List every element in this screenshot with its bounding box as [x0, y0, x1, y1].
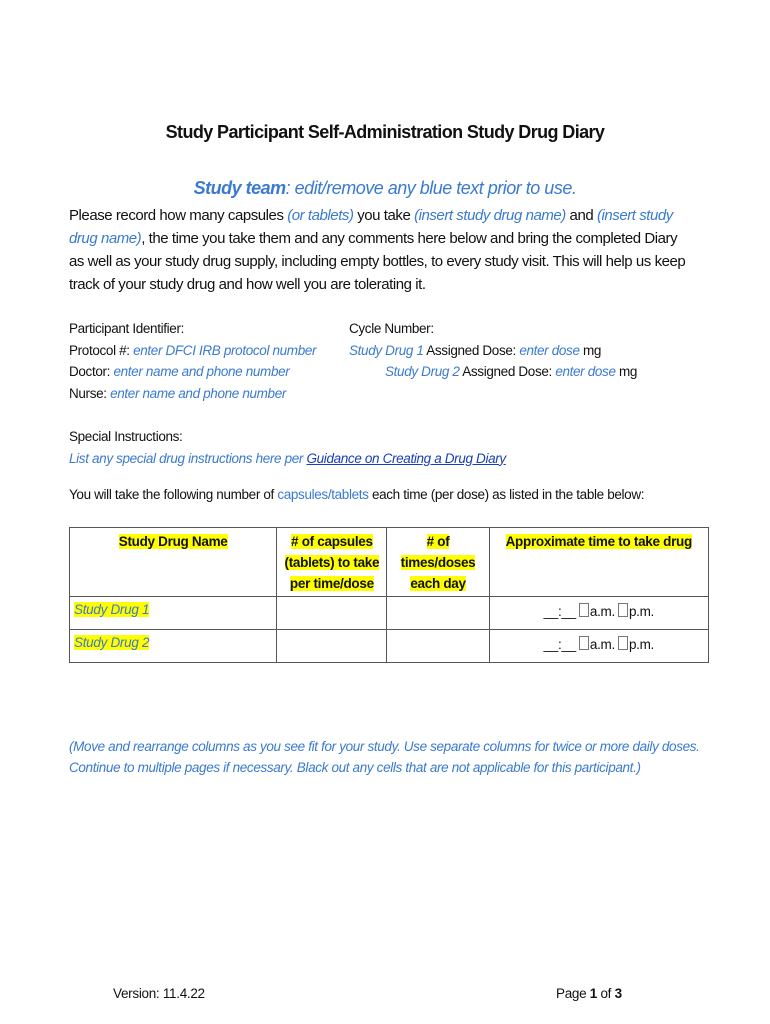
drug-name: Study Drug 2	[74, 635, 150, 650]
times-cell[interactable]	[387, 597, 489, 630]
table-row	[70, 630, 709, 663]
time-blank[interactable]: __:__	[543, 637, 576, 652]
page-total: 3	[614, 986, 622, 1001]
doctor-label: Doctor:	[69, 364, 114, 379]
dose-instruction-text-1: You will take the following number of	[69, 487, 278, 502]
dose-instruction-text-2: each time (per dose) as listed in the table below:	[368, 487, 645, 502]
nurse-label: Nurse:	[69, 385, 111, 401]
document-title: Study Participant Self-Administration Study Drug Diary	[165, 122, 605, 142]
drug-name: Study Drug 1	[74, 602, 150, 617]
page-current: 1	[589, 986, 597, 1001]
header-approximate-time	[489, 528, 708, 597]
version-label: Version: 11.4.22	[113, 986, 205, 1001]
nurse-value[interactable]: enter name and phone number	[110, 385, 287, 401]
study-team-note	[0, 178, 770, 199]
special-instructions	[69, 426, 506, 469]
intro-placeholder-tablets: (or tablets)	[287, 207, 354, 224]
participant-info	[69, 318, 316, 404]
am-checkbox[interactable]	[579, 603, 589, 617]
cycle-info	[349, 318, 637, 383]
doctor-line	[69, 361, 316, 383]
intro-text-3: and	[565, 207, 597, 224]
dose-label-2: Assigned Dose:	[459, 364, 556, 379]
participant-identifier-label: Participant Identifier:	[69, 321, 185, 336]
drug-2-name: Study Drug 2	[385, 364, 460, 379]
dose-label-1: Assigned Dose:	[423, 342, 520, 358]
time-cell[interactable]	[489, 597, 708, 630]
protocol-value[interactable]: enter DFCI IRB protocol number	[133, 342, 317, 358]
header-label: Study Drug Name	[118, 534, 228, 549]
am-checkbox[interactable]	[579, 636, 589, 650]
pm-checkbox[interactable]	[618, 636, 628, 650]
intro-placeholder-drug-2: (insert study drug name)	[69, 207, 673, 247]
study-team-label: Study team	[193, 178, 286, 198]
dose-unit-1: mg	[579, 342, 602, 358]
header-label: # of times/doses each day	[400, 534, 476, 591]
intro-placeholder-drug-1: (insert study drug name)	[414, 207, 566, 224]
pm-checkbox[interactable]	[618, 603, 628, 617]
drug-1-dose-value[interactable]: enter dose	[519, 342, 580, 358]
table-header-row	[70, 528, 709, 597]
table-row	[70, 597, 709, 630]
header-study-drug-name	[70, 528, 277, 597]
drug-name-cell	[70, 597, 277, 630]
special-instructions-text: List any special drug instructions here per	[69, 450, 307, 466]
intro-text-2: you take	[353, 207, 415, 224]
intro-text-1: Please record how many capsules	[69, 207, 288, 224]
drug-name-cell	[70, 630, 277, 663]
special-instructions-line	[69, 448, 506, 470]
table-footnote: (Move and rearrange columns as you see fit for your study. Use separate columns for twice or more daily doses. Continue to multiple pages if necessary. Black out any cells that are not applicable for this participant.)	[69, 739, 700, 775]
dose-instruction-placeholder: capsules/tablets	[277, 487, 369, 502]
drug-2-dose-value[interactable]: enter dose	[555, 364, 616, 379]
protocol-label: Protocol #:	[69, 342, 134, 358]
doctor-value[interactable]: enter name and phone number	[113, 364, 290, 379]
drug-1-name: Study Drug 1	[349, 342, 424, 358]
pm-label: p.m.	[628, 604, 654, 619]
protocol-line	[69, 340, 316, 362]
page-of: of	[597, 986, 615, 1001]
dose-instruction-line	[69, 487, 644, 502]
special-instructions-label: Special Instructions:	[69, 429, 183, 444]
time-blank[interactable]: __:__	[543, 604, 576, 619]
drug-1-dose-line	[349, 340, 637, 362]
dose-unit-2: mg	[615, 364, 638, 379]
capsules-cell[interactable]	[277, 597, 387, 630]
am-label: a.m.	[589, 637, 615, 652]
study-team-note-text: : edit/remove any blue text prior to use.	[285, 178, 577, 198]
page-number	[556, 986, 622, 1001]
nurse-line	[69, 383, 316, 405]
intro-paragraph	[69, 204, 689, 296]
guidance-link[interactable]: Guidance on Creating a Drug Diary	[306, 450, 506, 466]
am-label: a.m.	[589, 604, 615, 619]
drug-2-dose-line	[349, 361, 637, 383]
times-cell[interactable]	[387, 630, 489, 663]
header-times-per-day	[387, 528, 489, 597]
page-word: Page	[556, 986, 590, 1001]
header-capsules-per-dose	[277, 528, 387, 597]
header-label: Approximate time to take drug	[505, 534, 692, 549]
intro-text-4: , the time you take them and any comments here below and bring the completed Diary as well as your study drug supply, including empty bottles, to every study visit. This will help us keep track of your study drug and how well you are tolerating it.	[69, 230, 686, 293]
time-cell[interactable]	[489, 630, 708, 663]
pm-label: p.m.	[628, 637, 654, 652]
header-label: # of capsules (tablets) to take per time/dose	[284, 534, 380, 591]
capsules-cell[interactable]	[277, 630, 387, 663]
drug-diary-table	[69, 527, 709, 663]
cycle-number-label: Cycle Number:	[349, 321, 434, 336]
